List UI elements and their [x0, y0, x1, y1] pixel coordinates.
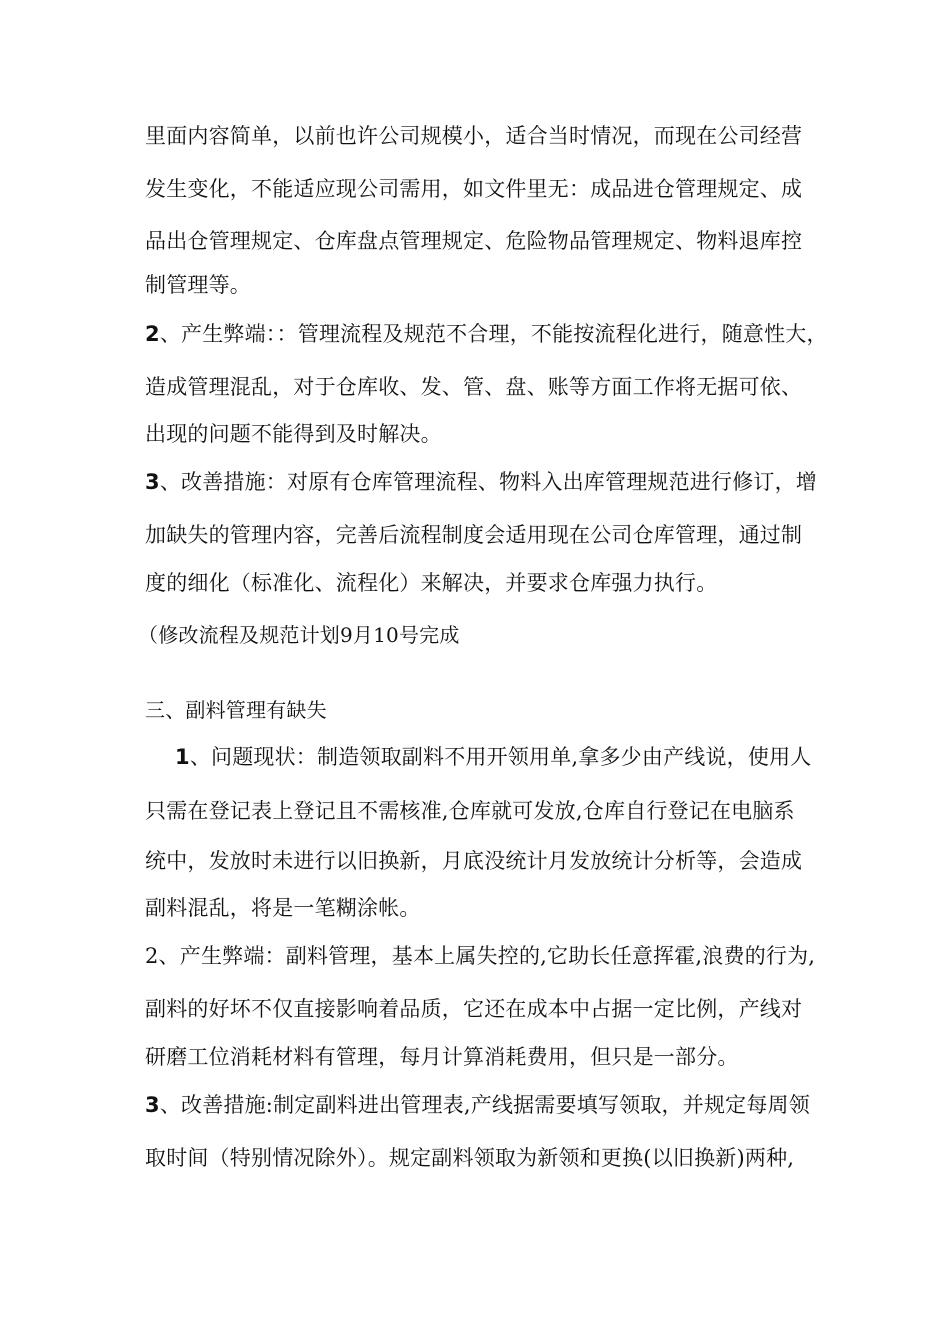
- line-text: 、问题现状：制造领取副料不用开领用单,拿多少由产线说，使用人: [189, 745, 812, 769]
- heading-text: 三、副料管理有缺失: [145, 698, 327, 722]
- paragraph-line: [145, 420, 442, 448]
- line-text: 研磨工位消耗材料有管理，每月计算消耗费用，但只是一部分。: [145, 1045, 739, 1069]
- section-heading: [145, 696, 327, 724]
- paragraph-line: [145, 569, 717, 597]
- paragraph-line: [145, 122, 802, 150]
- line-text: 制管理等。: [145, 273, 251, 297]
- list-item-2b: [145, 942, 815, 970]
- line-text: 品出仓管理规定、仓库盘点管理规定、危险物品管理规定、物料退库控: [145, 229, 803, 253]
- line-text: 2、产生弊端：副料管理，基本上属失控的,它助长任意挥霍,浪费的行为,: [145, 944, 816, 968]
- line-text: 副料混乱，将是一笔糊涂帐。: [145, 896, 421, 920]
- paragraph-line: [145, 175, 802, 203]
- list-item-3: [145, 468, 817, 496]
- paragraph-line: [145, 521, 802, 549]
- line-text: （修改流程及规范计划9月10号完成: [138, 623, 460, 647]
- paragraph-line: [145, 995, 802, 1023]
- line-text: 统中，发放时未进行以旧换新，月底没统计月发放统计分析等，会造成: [145, 849, 803, 873]
- line-text: 副料的好坏不仅直接影响着品质，它还在成本中占据一定比例，产线对: [145, 997, 803, 1021]
- list-number: 3: [145, 1093, 160, 1117]
- list-item-2: [145, 320, 828, 348]
- line-text: 只需在登记表上登记且不需核准,仓库就可发放,仓库自行登记在电脑系: [145, 799, 795, 823]
- line-text: 、改善措施：对原有仓库管理流程、物料入出库管理规范进行修订，增: [159, 470, 818, 494]
- line-text: 、改善措施:制定副料进出管理表,产线据需要填写领取，并规定每周领: [159, 1093, 810, 1117]
- paragraph-line: [145, 797, 795, 825]
- paragraph-line: [145, 227, 802, 255]
- line-text: 加缺失的管理内容，完善后流程制度会适用现在公司仓库管理，通过制: [145, 523, 803, 547]
- line-text: 取时间（特别情况除外）。规定副料领取为新领和更换(以旧换新)两种,: [145, 1146, 795, 1170]
- line-text: 出现的问题不能得到及时解决。: [145, 422, 442, 446]
- paragraph-line: [145, 847, 802, 875]
- line-text: 度的细化（标准化、流程化）来解决，并要求仓库强力执行。: [145, 571, 718, 595]
- paragraph-line: [145, 1144, 794, 1172]
- plan-note: [138, 621, 460, 649]
- list-item-3b: [145, 1091, 810, 1119]
- paragraph-line: [145, 1043, 739, 1071]
- line-text: 里面内容简单，以前也许公司规模小，适合当时情况，而现在公司经营: [145, 124, 803, 148]
- paragraph-line: [145, 894, 421, 922]
- list-number: 1: [175, 745, 190, 769]
- paragraph-line: [145, 271, 251, 299]
- list-number: 2: [145, 322, 160, 346]
- list-item-1: [175, 743, 812, 771]
- line-text: 造成管理混乱，对于仓库收、发、管、盘、账等方面工作将无据可依、: [145, 375, 803, 399]
- list-number: 3: [145, 470, 160, 494]
- line-text: 、产生弊端：：管理流程及规范不合理，不能按流程化进行，随意性大，: [159, 322, 828, 346]
- paragraph-line: [145, 373, 802, 401]
- line-text: 发生变化，不能适应现公司需用，如文件里无：成品进仓管理规定、成: [145, 177, 803, 201]
